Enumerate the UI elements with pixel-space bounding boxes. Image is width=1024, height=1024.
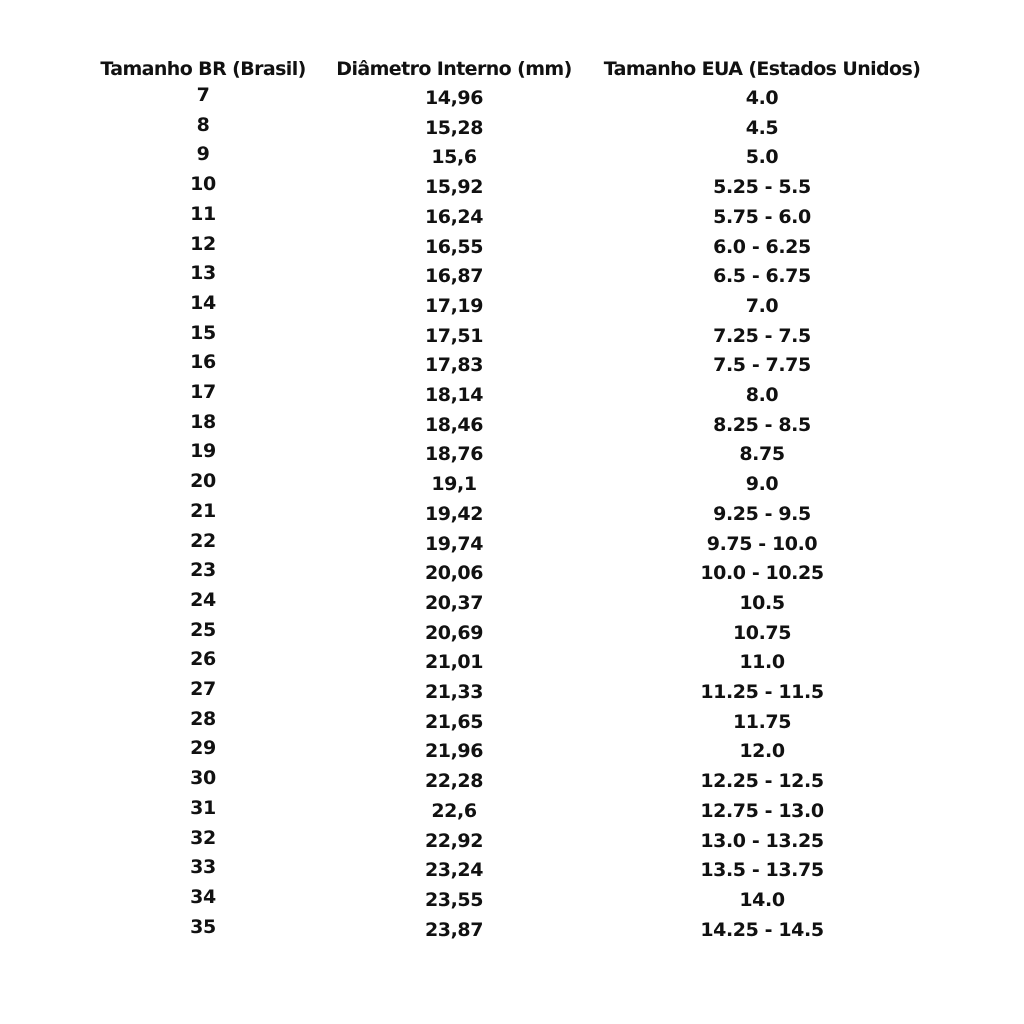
br-size-cell: 32: [190, 826, 216, 849]
inner-diameter-cell: 23,24: [424, 859, 484, 882]
us-size-cell: 10.75: [732, 621, 792, 644]
inner-diameter-cell: 21,65: [424, 710, 484, 733]
us-size-cell: 8.0: [745, 384, 779, 406]
br-size-cell: 18: [190, 410, 216, 433]
br-size-cell: 27: [190, 678, 216, 700]
us-size-cell: 7.0: [745, 294, 779, 317]
br-size-cell: 31: [190, 796, 216, 819]
inner-diameter-cell: 23,87: [424, 918, 484, 941]
inner-diameter-cell: 19,74: [424, 532, 484, 555]
br-size-cell: 26: [190, 648, 216, 671]
us-size-cell: 14.0: [739, 888, 785, 911]
us-size-cell: 5.25 - 5.5: [713, 176, 811, 199]
br-size-cell: 24: [190, 588, 216, 611]
br-size-cell: 17: [190, 381, 216, 403]
inner-diameter-cell: 16,24: [424, 205, 484, 228]
inner-diameter-cell: 22,6: [431, 799, 477, 822]
us-size-cell: 12.0: [739, 740, 785, 763]
us-size-cell: 7.5 - 7.75: [713, 354, 811, 377]
us-size-cell: 5.0: [745, 146, 779, 169]
inner-diameter-cell: 20,69: [424, 621, 484, 644]
br-size-cell: 34: [190, 885, 216, 908]
us-size-cell: 7.25 - 7.5: [713, 324, 811, 347]
inner-diameter-cell: 19,42: [424, 502, 484, 525]
br-size-cell: 30: [190, 767, 216, 790]
us-size-cell: 14.25 - 14.5: [700, 918, 824, 941]
inner-diameter-cell: 22,92: [424, 829, 484, 852]
us-size-cell: 10.0 - 10.25: [700, 562, 824, 585]
us-size-cell: 10.5: [739, 591, 785, 614]
br-size-cell: 21: [190, 499, 216, 522]
br-size-cell: 29: [190, 737, 216, 760]
inner-diameter-cell: 14,96: [424, 87, 484, 109]
inner-diameter-cell: 23,55: [424, 888, 484, 911]
us-size-cell: 12.25 - 12.5: [700, 770, 824, 793]
inner-diameter-cell: 21,01: [424, 651, 484, 674]
us-size-cell: 6.0 - 6.25: [713, 235, 811, 258]
inner-diameter-cell: 17,19: [424, 294, 484, 317]
us-size-cell: 8.75: [739, 443, 785, 466]
inner-diameter-cell: 22,28: [424, 770, 484, 793]
us-size-cell: 9.75 - 10.0: [706, 532, 818, 555]
inner-diameter-cell: 15,28: [424, 116, 484, 139]
br-size-cell: 8: [196, 113, 210, 136]
header-inner-diameter: Diâmetro Interno (mm): [336, 58, 572, 80]
br-size-cell: 33: [190, 856, 216, 879]
br-size-cell: 28: [190, 707, 216, 730]
us-size-cell: 4.5: [745, 116, 779, 139]
br-size-cell: 11: [190, 202, 216, 225]
inner-diameter-cell: 20,06: [424, 562, 484, 585]
br-size-cell: 16: [190, 351, 216, 374]
inner-diameter-cell: 15,6: [431, 146, 477, 169]
inner-diameter-cell: 21,33: [424, 681, 484, 703]
us-size-cell: 12.75 - 13.0: [700, 799, 824, 822]
us-size-cell: 9.0: [745, 473, 779, 496]
us-size-cell: 9.25 - 9.5: [713, 502, 811, 525]
br-size-cell: 23: [190, 559, 216, 582]
br-size-cell: 22: [190, 529, 216, 552]
inner-diameter-cell: 18,46: [424, 413, 484, 436]
us-size-cell: 11.75: [732, 710, 792, 733]
br-size-cell: 19: [190, 440, 216, 463]
br-size-cell: 15: [190, 321, 216, 344]
inner-diameter-cell: 16,87: [424, 265, 484, 288]
br-size-cell: 10: [190, 173, 216, 196]
inner-diameter-cell: 18,14: [424, 384, 484, 406]
br-size-cell: 13: [190, 262, 216, 285]
br-size-cell: 7: [196, 84, 210, 106]
inner-diameter-cell: 17,51: [424, 324, 484, 347]
us-size-cell: 13.0 - 13.25: [700, 829, 824, 852]
us-size-cell: 11.0: [739, 651, 785, 674]
br-size-cell: 35: [190, 915, 216, 938]
inner-diameter-cell: 15,92: [424, 176, 484, 199]
inner-diameter-cell: 17,83: [424, 354, 484, 377]
us-size-cell: 5.75 - 6.0: [713, 205, 811, 228]
inner-diameter-cell: 18,76: [424, 443, 484, 466]
inner-diameter-cell: 21,96: [424, 740, 484, 763]
br-size-cell: 20: [190, 470, 216, 493]
br-size-cell: 14: [190, 291, 216, 314]
br-size-cell: 9: [196, 143, 210, 166]
us-size-cell: 6.5 - 6.75: [713, 265, 811, 288]
br-size-cell: 25: [190, 618, 216, 641]
us-size-cell: 8.25 - 8.5: [713, 413, 811, 436]
br-size-cell: 12: [190, 232, 216, 255]
header-us-size: Tamanho EUA (Estados Unidos): [603, 58, 921, 80]
us-size-cell: 11.25 - 11.5: [700, 681, 824, 703]
us-size-cell: 4.0: [745, 87, 779, 109]
header-br-size: Tamanho BR (Brasil): [100, 58, 306, 80]
inner-diameter-cell: 16,55: [424, 235, 484, 258]
inner-diameter-cell: 20,37: [424, 591, 484, 614]
inner-diameter-cell: 19,1: [431, 473, 477, 496]
us-size-cell: 13.5 - 13.75: [700, 859, 824, 882]
